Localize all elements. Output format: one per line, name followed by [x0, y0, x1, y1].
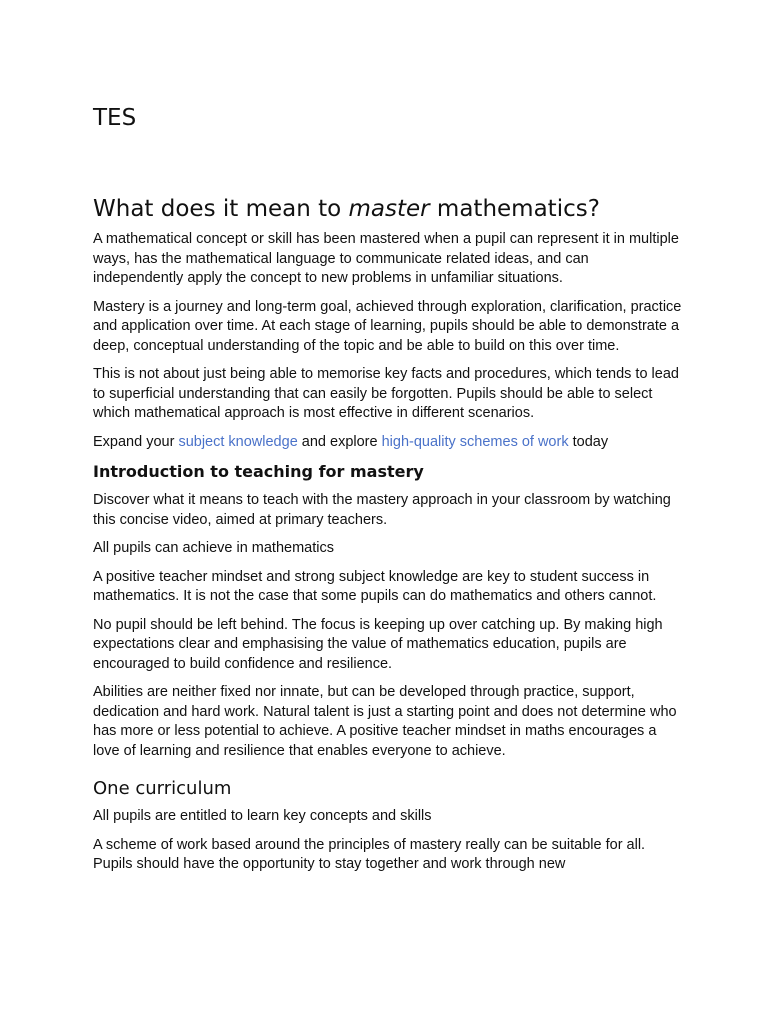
site-title: TES — [93, 105, 137, 131]
article-heading — [93, 194, 683, 224]
abilities-paragraph: Abilities are neither fixed nor innate, but can be developed through practice, support, dedication and hard work. Natural talent is just a starting point and does not determine who has more or less potential to achieve. A positive teacher mindset in maths encourages a love of learning and resilience that enables everyone to achieve. — [93, 684, 677, 759]
heading-text-end: mathematics? — [429, 196, 600, 222]
expand-knowledge-line — [93, 433, 683, 453]
article-content — [93, 194, 683, 884]
expand-middle: and explore — [297, 433, 382, 450]
no-pupil-behind-paragraph: No pupil should be left behind. The focus is keeping up over catching up. By making high expectations clear and emphasising the value of mathematics education, pupils are encouraged to build confidence and resilience. — [93, 616, 663, 672]
mastery-journey-paragraph: Mastery is a journey and long-term goal, achieved through exploration, clarification, practice and application over time. At each stage of learning, pupils should be able to demonstrate a deep, conceptual understanding of the topic and be able to build on this over time. — [93, 298, 682, 354]
subject-knowledge-link[interactable]: subject knowledge — [178, 433, 298, 450]
all-pupils-subheading: All pupils can achieve in mathematics — [93, 540, 334, 556]
heading-emphasis: master — [348, 196, 430, 222]
expand-suffix: today — [568, 433, 609, 450]
curriculum-section-heading: One curriculum — [93, 778, 232, 799]
schemes-of-work-link[interactable]: high-quality schemes of work — [381, 433, 569, 450]
intro-section-heading: Introduction to teaching for mastery — [93, 462, 424, 481]
expand-prefix: Expand your — [93, 433, 179, 450]
scheme-of-work-paragraph: A scheme of work based around the principles of mastery really can be suitable for all. Pupils should have the opportunity to stay together and work through new — [93, 836, 646, 872]
teacher-mindset-paragraph: A positive teacher mindset and strong subject knowledge are key to student success in mathematics. It is not the case that some pupils can do mathematics and others cannot. — [93, 568, 657, 604]
heading-text-start: What does it mean to — [93, 196, 349, 222]
entitled-subheading: All pupils are entitled to learn key concepts and skills — [93, 808, 432, 824]
not-memorising-paragraph: This is not about just being able to memorise key facts and procedures, which tends to lead to superficial understanding that can easily be forgotten. Pupils should be able to select which mathematical approach is most effective in different scenarios. — [93, 366, 679, 421]
mastery-definition-paragraph: A mathematical concept or skill has been mastered when a pupil can represent it in multiple ways, has the mathematical language to communicate related ideas, and can independently apply the concept to new problems in unfamiliar situations. — [93, 231, 679, 286]
intro-lead-paragraph: Discover what it means to teach with the mastery approach in your classroom by watching this concise video, aimed at primary teachers. — [93, 492, 671, 528]
